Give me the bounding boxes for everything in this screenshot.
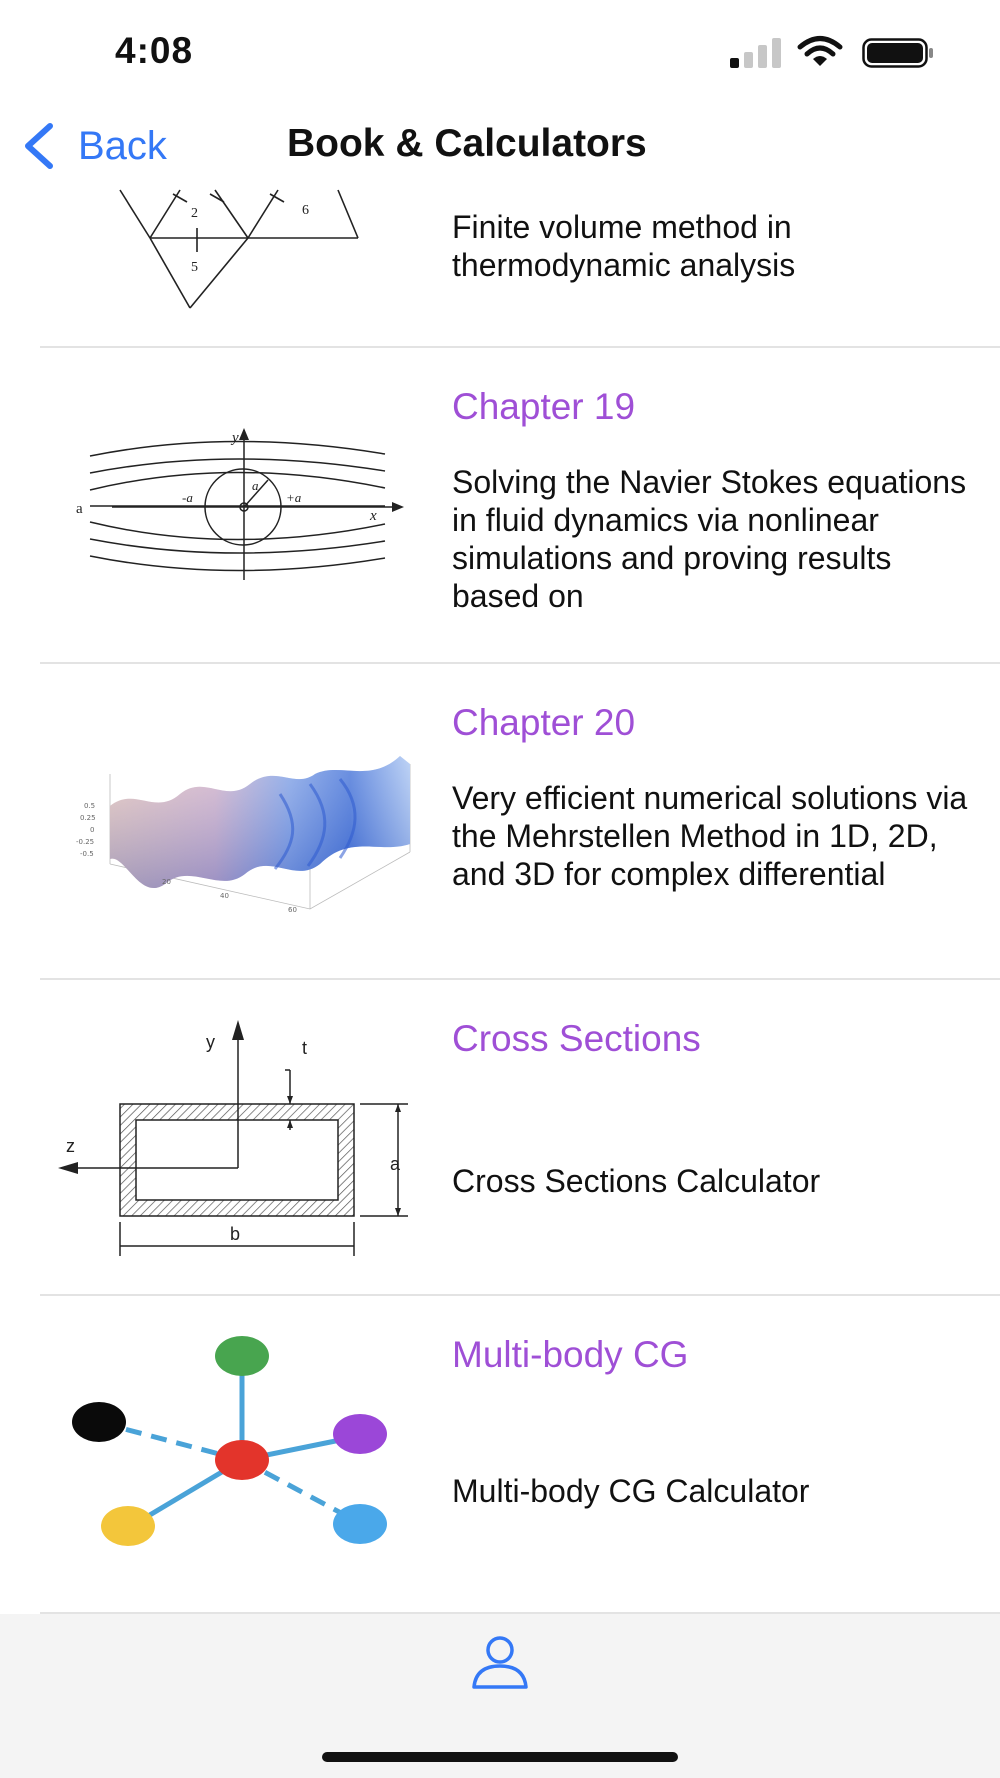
item-title: Chapter 19 — [452, 386, 636, 427]
thumb-label: 20 — [162, 878, 171, 886]
chevron-left-icon — [20, 120, 60, 172]
thumb-label: t — [302, 1038, 308, 1058]
signal-icon — [730, 38, 782, 68]
item-description: Finite volume method in thermodynamic analysis — [452, 209, 796, 283]
flow-around-cylinder-diagram — [40, 428, 420, 588]
status-bar — [0, 0, 1000, 100]
thumb-label: y — [206, 1032, 215, 1052]
navigation-bar — [0, 100, 1000, 190]
thumb-label: 0.5 — [84, 802, 96, 810]
thumb-label: 0.25 — [80, 814, 96, 822]
thumb-label: +a — [286, 490, 302, 505]
multi-body-cg-diagram — [40, 1332, 420, 1572]
list-item[interactable] — [0, 348, 1000, 664]
item-title: Multi-body CG — [452, 1334, 689, 1375]
thumb-label: 6 — [302, 203, 309, 218]
home-indicator — [322, 1752, 678, 1762]
item-title: Cross Sections — [452, 1018, 701, 1059]
book-calculator-list — [0, 190, 1000, 1614]
back-label: Back — [78, 123, 167, 168]
wifi-icon — [798, 36, 842, 68]
thumb-label: z — [66, 1136, 75, 1156]
item-title: Chapter 20 — [452, 702, 636, 743]
thumb-label: 60 — [288, 906, 297, 914]
thumb-label: y — [232, 430, 239, 446]
thumb-label: a — [390, 1154, 401, 1174]
item-description: Cross Sections Calculator — [452, 1163, 821, 1199]
back-button[interactable] — [20, 118, 167, 174]
tab-bar — [0, 1614, 1000, 1778]
thumb-label: 5 — [191, 260, 198, 275]
status-time: 4:08 — [115, 30, 194, 71]
thumb-label: -0.5 — [80, 850, 94, 858]
thumb-label: b — [230, 1224, 241, 1244]
item-description: Multi-body CG Calculator — [452, 1473, 810, 1509]
thumb-label: -0.25 — [76, 838, 95, 846]
list-item[interactable] — [0, 1296, 1000, 1614]
thumb-label: 40 — [220, 892, 229, 900]
rectangular-hollow-section-diagram — [40, 1010, 420, 1244]
battery-icon — [862, 38, 934, 68]
list-item[interactable] — [0, 664, 1000, 980]
thumb-label: a — [76, 501, 83, 517]
thumb-label: x — [370, 508, 377, 524]
item-description: Very efficient numerical solutions via the Mehrstellen Method in 1D, 2D, and 3D for complex differential — [452, 780, 968, 892]
page-title: Book & Calculators — [287, 122, 647, 165]
item-description: Solving the Navier Stokes equations in fluid dynamics via nonlinear simulations and proving results based on — [452, 464, 967, 614]
list-item[interactable] — [0, 980, 1000, 1296]
thumb-label: 2 — [191, 206, 198, 221]
thumb-label: -a — [182, 490, 193, 505]
thumb-label: a — [252, 478, 259, 493]
person-icon[interactable] — [470, 1634, 530, 1690]
finite-volume-diagram — [40, 190, 420, 320]
list-item[interactable] — [0, 190, 1000, 348]
thumb-label: 0 — [90, 826, 95, 834]
3d-surface-plot — [40, 734, 420, 914]
